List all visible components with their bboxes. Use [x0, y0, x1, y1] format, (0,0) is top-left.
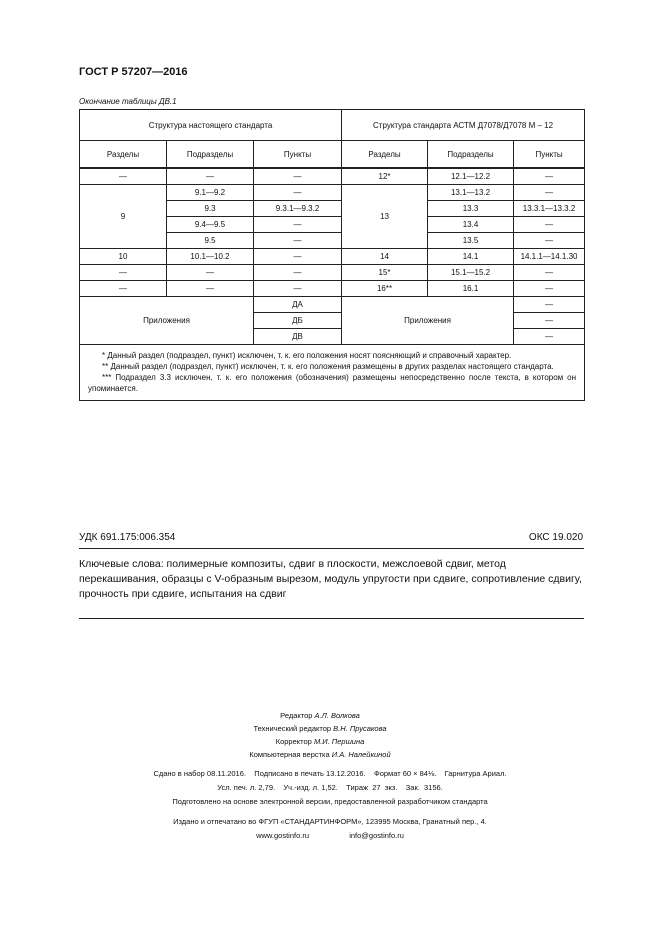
table-cell: 16**: [342, 281, 428, 297]
table-cell: 9.3.1—9.3.2: [254, 201, 342, 217]
table-cell: —: [254, 265, 342, 281]
credit-name: А.Л. Волкова: [314, 711, 360, 720]
website-link[interactable]: www.gostinfo.ru: [256, 831, 310, 840]
col-header-items: Пункты: [254, 141, 342, 169]
table-column-header-row: [80, 141, 585, 169]
appendix-cell: —: [514, 297, 585, 313]
table-cell: 13.4: [428, 217, 514, 233]
oks-code: ОКС 19.020: [528, 532, 583, 543]
table-cell: —: [254, 249, 342, 265]
credit-role: Корректор: [275, 737, 312, 746]
table-row: [80, 265, 585, 281]
table-cell: 13: [342, 185, 428, 249]
table-cell: 10.1—10.2: [167, 249, 254, 265]
table-cell: —: [80, 168, 167, 185]
credits-block: [120, 709, 520, 761]
credit-role: Компьютерная верстка: [249, 750, 330, 759]
udk-code: УДК 691.175:006.354: [79, 532, 176, 543]
table-cell: 16.1: [428, 281, 514, 297]
appendix-cell: ДБ: [254, 313, 342, 329]
appendix-label-right: Приложения: [342, 297, 514, 345]
col-header-subsections: Подразделы: [167, 141, 254, 169]
credit-editor: [120, 709, 520, 722]
credit-tech-editor: [120, 722, 520, 735]
table-cell: —: [167, 265, 254, 281]
table-row: [80, 249, 585, 265]
table-cell: 9.3: [167, 201, 254, 217]
group-header-current: Структура настоящего стандарта: [80, 110, 342, 141]
credit-role: Редактор: [280, 711, 313, 720]
table-cell: —: [167, 281, 254, 297]
keywords: Ключевые слова: полимерные композиты, сдвиг в плоскости, межслоевой сдвиг, метод перекашивания, образцы с V-образным вырезом, модуль упругости при сдвиге, сопротивление сдвигу, прочность при сдвиге, испытания на сдвиг: [79, 558, 582, 600]
credit-name: В.Н. Прусакова: [333, 724, 387, 733]
table-cell: 12.1—12.2: [428, 168, 514, 185]
table-cell: —: [167, 168, 254, 185]
table-row: [80, 281, 585, 297]
table-cell: —: [254, 233, 342, 249]
divider: [79, 618, 584, 619]
imprint-line-3: Подготовлено на основе электронной версии, предоставленной разработчиком стандарта: [172, 797, 488, 806]
table-cell: 13.3: [428, 201, 514, 217]
credit-name: И.А. Налейкиной: [331, 750, 391, 759]
table-row: [80, 185, 585, 201]
table-cell: 13.5: [428, 233, 514, 249]
table-notes-row: [80, 345, 585, 401]
table-cell: —: [514, 281, 585, 297]
table-cell: 9: [80, 185, 167, 249]
table-cell: 9.5: [167, 233, 254, 249]
divider: [79, 548, 584, 549]
table-cell: 14.1.1—14.1.30: [514, 249, 585, 265]
table-cell: —: [80, 265, 167, 281]
table-cell: 14: [342, 249, 428, 265]
table-cell: —: [514, 168, 585, 185]
document-header: ГОСТ Р 57207—2016: [79, 66, 188, 78]
table-cell: —: [254, 185, 342, 201]
table-note: ** Данный раздел (подраздел, пункт) исключен, т. к. его положения размещены в других разделах настоящего стандарта.: [102, 362, 554, 371]
table-cell: —: [254, 217, 342, 233]
appendix-cell: ДВ: [254, 329, 342, 345]
credit-role: Технический редактор: [253, 724, 332, 733]
table-caption: Окончание таблицы ДВ.1: [79, 97, 177, 106]
table-group-header-row: [80, 110, 585, 141]
appendix-cell: —: [514, 313, 585, 329]
table-cell: 12*: [342, 168, 428, 185]
table-cell: 10: [80, 249, 167, 265]
table-cell: 15.1—15.2: [428, 265, 514, 281]
table-cell: 9.1—9.2: [167, 185, 254, 201]
table-cell: —: [254, 281, 342, 297]
table-cell: —: [514, 265, 585, 281]
col-header-items: Пункты: [514, 141, 585, 169]
table-cell: 9.4—9.5: [167, 217, 254, 233]
table-row: [80, 168, 585, 185]
table-cell: —: [514, 217, 585, 233]
table-cell: 14.1: [428, 249, 514, 265]
appendix-cell: ДА: [254, 297, 342, 313]
col-header-sections: Разделы: [342, 141, 428, 169]
credit-name: М.И. Першина: [313, 737, 365, 746]
group-header-astm: Структура стандарта АСТМ Д7078/Д7078 М – 12: [342, 110, 585, 141]
appendix-cell: —: [514, 329, 585, 345]
table-cell: —: [514, 185, 585, 201]
col-header-subsections: Подразделы: [428, 141, 514, 169]
appendix-label-left: Приложения: [80, 297, 254, 345]
table-cell: 13.1—13.2: [428, 185, 514, 201]
table-note: *** Подраздел 3.3 исключен, т. к. его положения (обозначения) размещены непосредственно после текста, в котором он упоминается.: [88, 373, 577, 393]
imprint-line-2: Усл. печ. л. 2,79. Уч.-изд. л. 1,52. Тираж 27 экз. Зак. 3156.: [217, 783, 443, 792]
structure-comparison-table: [79, 109, 585, 401]
col-header-sections: Разделы: [80, 141, 167, 169]
email-link[interactable]: info@gostinfo.ru: [349, 831, 404, 840]
table-cell: 15*: [342, 265, 428, 281]
credit-proofreader: [120, 735, 520, 748]
table-cell: 13.3.1—13.3.2: [514, 201, 585, 217]
table-note: * Данный раздел (подраздел, пункт) исключен, т. к. его положения носят поясняющий и справочный характер.: [102, 351, 512, 360]
credit-layout: [120, 748, 520, 761]
table-cell: —: [254, 168, 342, 185]
table-notes: [80, 345, 585, 401]
imprint-contacts: [100, 829, 560, 843]
imprint-line-4: Издано и отпечатано во ФГУП «СТАНДАРТИНФОРМ», 123995 Москва, Гранатный пер., 4.: [173, 817, 487, 826]
imprint-line-1: Сдано в набор 08.11.2016. Подписано в печать 13.12.2016. Формат 60 × 84⅛. Гарнитура Ариал.: [153, 769, 507, 778]
appendix-row: [80, 297, 585, 313]
table-cell: —: [514, 233, 585, 249]
table-cell: —: [80, 281, 167, 297]
